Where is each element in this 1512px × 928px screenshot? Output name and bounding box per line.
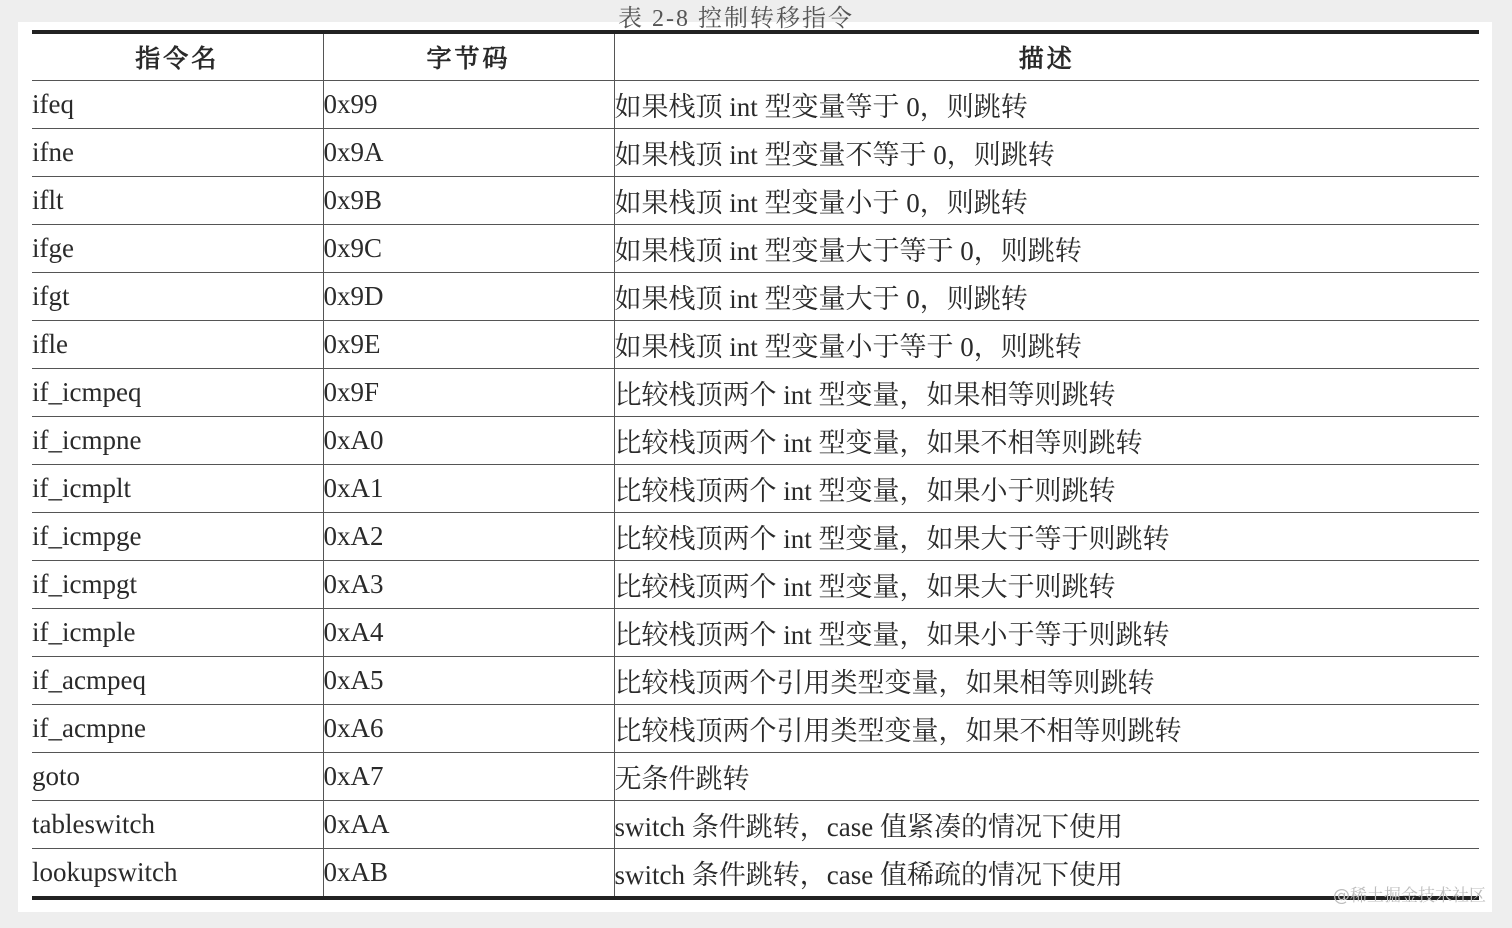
bytecode-cell: 0x9C bbox=[323, 225, 614, 273]
bytecode-cell: 0xA3 bbox=[323, 561, 614, 609]
header-bytecode: 字节码 bbox=[323, 32, 614, 81]
header-instruction-name: 指令名 bbox=[32, 32, 323, 81]
description-cell: switch 条件跳转，case 值紧凑的情况下使用 bbox=[614, 801, 1479, 849]
table-row bbox=[32, 561, 1479, 609]
bytecode-cell: 0xAB bbox=[323, 849, 614, 899]
table-row bbox=[32, 849, 1479, 899]
bytecode-cell: 0xA6 bbox=[323, 705, 614, 753]
description-cell: 如果栈顶 int 型变量大于 0，则跳转 bbox=[614, 273, 1479, 321]
instruction-name-cell: if_icmpeq bbox=[32, 369, 323, 417]
instruction-name-cell: if_icmpne bbox=[32, 417, 323, 465]
instruction-name-cell: tableswitch bbox=[32, 801, 323, 849]
instruction-name-cell: ifge bbox=[32, 225, 323, 273]
description-cell: 比较栈顶两个 int 型变量，如果不相等则跳转 bbox=[614, 417, 1479, 465]
bytecode-cell: 0xA1 bbox=[323, 465, 614, 513]
table-row bbox=[32, 705, 1479, 753]
description-cell: switch 条件跳转，case 值稀疏的情况下使用 bbox=[614, 849, 1479, 899]
instruction-name-cell: ifeq bbox=[32, 81, 323, 129]
table-header bbox=[32, 32, 1479, 81]
instruction-name-cell: lookupswitch bbox=[32, 849, 323, 899]
instruction-name-cell: if_icmple bbox=[32, 609, 323, 657]
table-row bbox=[32, 369, 1479, 417]
bytecode-cell: 0xA7 bbox=[323, 753, 614, 801]
description-cell: 如果栈顶 int 型变量不等于 0，则跳转 bbox=[614, 129, 1479, 177]
description-cell: 比较栈顶两个 int 型变量，如果大于等于则跳转 bbox=[614, 513, 1479, 561]
table-row bbox=[32, 513, 1479, 561]
table-row bbox=[32, 81, 1479, 129]
bytecode-cell: 0x9A bbox=[323, 129, 614, 177]
instruction-name-cell: ifgt bbox=[32, 273, 323, 321]
description-cell: 如果栈顶 int 型变量等于 0，则跳转 bbox=[614, 81, 1479, 129]
description-cell: 比较栈顶两个引用类型变量，如果相等则跳转 bbox=[614, 657, 1479, 705]
description-cell: 比较栈顶两个 int 型变量，如果相等则跳转 bbox=[614, 369, 1479, 417]
bytecode-cell: 0xA4 bbox=[323, 609, 614, 657]
instruction-name-cell: if_icmpgt bbox=[32, 561, 323, 609]
instruction-name-cell: if_acmpeq bbox=[32, 657, 323, 705]
table-row bbox=[32, 465, 1479, 513]
table-caption: 表 2-8 控制转移指令 bbox=[618, 6, 854, 32]
bytecode-cell: 0xA5 bbox=[323, 657, 614, 705]
bytecode-cell: 0xA0 bbox=[323, 417, 614, 465]
table-row bbox=[32, 753, 1479, 801]
table-row bbox=[32, 129, 1479, 177]
header-description: 描述 bbox=[614, 32, 1479, 81]
description-cell: 比较栈顶两个 int 型变量，如果大于则跳转 bbox=[614, 561, 1479, 609]
table-row bbox=[32, 657, 1479, 705]
instruction-name-cell: if_acmpne bbox=[32, 705, 323, 753]
instruction-name-cell: goto bbox=[32, 753, 323, 801]
table-row bbox=[32, 177, 1479, 225]
description-cell: 比较栈顶两个 int 型变量，如果小于则跳转 bbox=[614, 465, 1479, 513]
table-row bbox=[32, 609, 1479, 657]
description-cell: 如果栈顶 int 型变量小于 0，则跳转 bbox=[614, 177, 1479, 225]
description-cell: 无条件跳转 bbox=[614, 753, 1479, 801]
description-cell: 如果栈顶 int 型变量大于等于 0，则跳转 bbox=[614, 225, 1479, 273]
instruction-table bbox=[32, 30, 1479, 900]
table-row bbox=[32, 417, 1479, 465]
instruction-name-cell: iflt bbox=[32, 177, 323, 225]
bytecode-cell: 0xAA bbox=[323, 801, 614, 849]
table-row bbox=[32, 225, 1479, 273]
instruction-name-cell: ifne bbox=[32, 129, 323, 177]
description-cell: 比较栈顶两个 int 型变量，如果小于等于则跳转 bbox=[614, 609, 1479, 657]
bytecode-cell: 0x9E bbox=[323, 321, 614, 369]
header-row bbox=[32, 32, 1479, 81]
bytecode-cell: 0xA2 bbox=[323, 513, 614, 561]
table-row bbox=[32, 801, 1479, 849]
table-row bbox=[32, 273, 1479, 321]
table-row bbox=[32, 321, 1479, 369]
description-cell: 比较栈顶两个引用类型变量，如果不相等则跳转 bbox=[614, 705, 1479, 753]
bytecode-cell: 0x9B bbox=[323, 177, 614, 225]
instruction-name-cell: ifle bbox=[32, 321, 323, 369]
bytecode-cell: 0x99 bbox=[323, 81, 614, 129]
description-cell: 如果栈顶 int 型变量小于等于 0，则跳转 bbox=[614, 321, 1479, 369]
bytecode-cell: 0x9D bbox=[323, 273, 614, 321]
bytecode-cell: 0x9F bbox=[323, 369, 614, 417]
instruction-name-cell: if_icmplt bbox=[32, 465, 323, 513]
table-body bbox=[32, 81, 1479, 899]
watermark: @稀土掘金技术社区 bbox=[1333, 886, 1486, 906]
instruction-name-cell: if_icmpge bbox=[32, 513, 323, 561]
